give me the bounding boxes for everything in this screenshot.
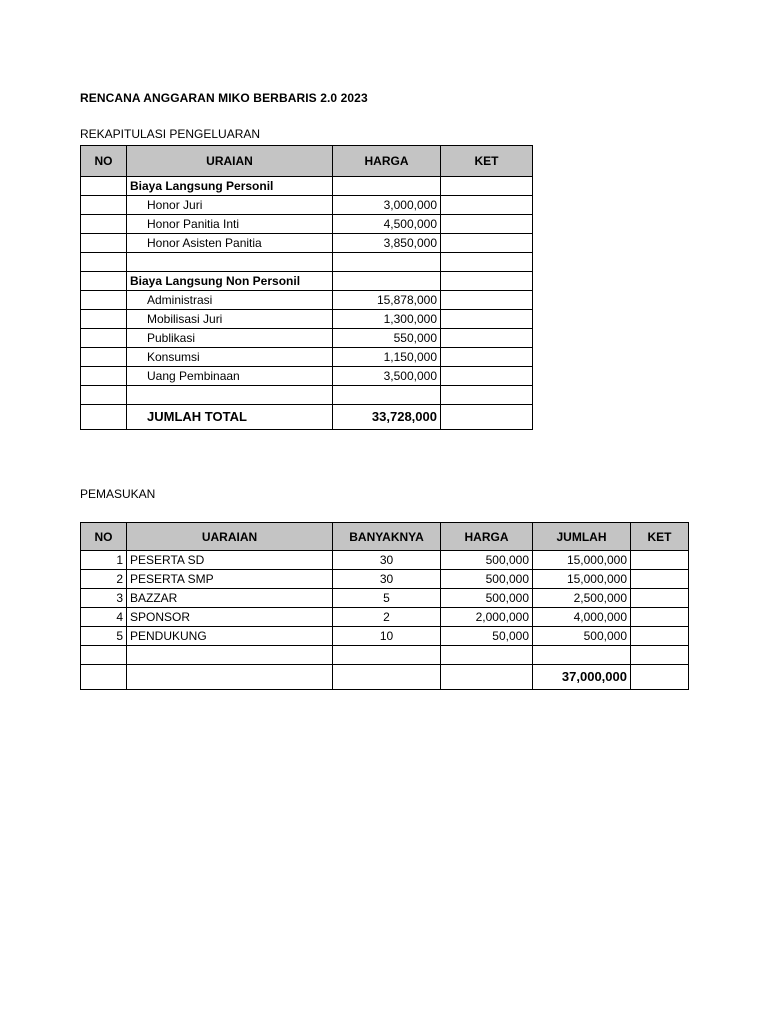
header-ket: KET [631, 523, 689, 551]
expense-item-label: Honor Juri [127, 196, 333, 215]
header-no: NO [81, 146, 127, 177]
expense-group-row [81, 272, 533, 291]
header-jumlah: JUMLAH [533, 523, 631, 551]
income-banyaknya: 30 [333, 570, 441, 589]
table-row [81, 310, 533, 329]
expense-total-label: JUMLAH TOTAL [127, 405, 333, 430]
expense-item-harga: 4,500,000 [333, 215, 441, 234]
table-row [81, 234, 533, 253]
table-row [81, 367, 533, 386]
expense-table [80, 145, 533, 430]
income-banyaknya: 5 [333, 589, 441, 608]
empty-row [81, 386, 533, 405]
income-uraian: PENDUKUNG [127, 627, 333, 646]
expense-item-label: Uang Pembinaan [127, 367, 333, 386]
income-harga: 50,000 [441, 627, 533, 646]
table-row [81, 589, 689, 608]
income-no: 5 [81, 627, 127, 646]
expense-header-row [81, 146, 533, 177]
expense-item-harga: 3,000,000 [333, 196, 441, 215]
header-harga: HARGA [333, 146, 441, 177]
table-row [81, 215, 533, 234]
expense-item-label: Honor Asisten Panitia [127, 234, 333, 253]
income-uraian: BAZZAR [127, 589, 333, 608]
expense-item-label: Konsumsi [127, 348, 333, 367]
table-row [81, 329, 533, 348]
expense-item-harga: 550,000 [333, 329, 441, 348]
income-banyaknya: 30 [333, 551, 441, 570]
document-title: RENCANA ANGGARAN MIKO BERBARIS 2.0 2023 [80, 91, 368, 105]
income-jumlah: 2,500,000 [533, 589, 631, 608]
table-row [81, 196, 533, 215]
income-section-label: PEMASUKAN [80, 487, 156, 501]
table-row [81, 627, 689, 646]
expense-item-label: Mobilisasi Juri [127, 310, 333, 329]
table-row [81, 291, 533, 310]
expense-item-harga: 3,500,000 [333, 367, 441, 386]
expense-item-harga: 1,150,000 [333, 348, 441, 367]
income-jumlah: 500,000 [533, 627, 631, 646]
expense-total-row [81, 405, 533, 430]
expense-item-harga: 3,850,000 [333, 234, 441, 253]
income-harga: 500,000 [441, 589, 533, 608]
header-uraian: UARAIAN [127, 523, 333, 551]
income-jumlah: 15,000,000 [533, 551, 631, 570]
header-ket: KET [441, 146, 533, 177]
income-total-row [81, 665, 689, 690]
expense-item-label: Publikasi [127, 329, 333, 348]
table-row [81, 348, 533, 367]
expense-item-label: Administrasi [127, 291, 333, 310]
income-harga: 500,000 [441, 551, 533, 570]
income-uraian: SPONSOR [127, 608, 333, 627]
table-row [81, 608, 689, 627]
header-harga: HARGA [441, 523, 533, 551]
expense-group-name: Biaya Langsung Personil [127, 177, 333, 196]
expense-section-label: REKAPITULASI PENGELUARAN [80, 127, 261, 141]
income-banyaknya: 10 [333, 627, 441, 646]
income-no: 4 [81, 608, 127, 627]
income-jumlah: 15,000,000 [533, 570, 631, 589]
income-table [80, 522, 689, 690]
income-header-row [81, 523, 689, 551]
expense-item-harga: 15,878,000 [333, 291, 441, 310]
header-no: NO [81, 523, 127, 551]
income-uraian: PESERTA SMP [127, 570, 333, 589]
income-no: 3 [81, 589, 127, 608]
expense-total-value: 33,728,000 [333, 405, 441, 430]
expense-item-harga: 1,300,000 [333, 310, 441, 329]
header-uraian: URAIAN [127, 146, 333, 177]
expense-group-row [81, 177, 533, 196]
table-row [81, 551, 689, 570]
income-no: 2 [81, 570, 127, 589]
income-jumlah: 4,000,000 [533, 608, 631, 627]
income-harga: 500,000 [441, 570, 533, 589]
income-banyaknya: 2 [333, 608, 441, 627]
income-total-value: 37,000,000 [533, 665, 631, 690]
empty-row [81, 253, 533, 272]
income-harga: 2,000,000 [441, 608, 533, 627]
expense-group-name: Biaya Langsung Non Personil [127, 272, 333, 291]
header-banyaknya: BANYAKNYA [333, 523, 441, 551]
income-no: 1 [81, 551, 127, 570]
expense-item-label: Honor Panitia Inti [127, 215, 333, 234]
income-uraian: PESERTA SD [127, 551, 333, 570]
empty-row [81, 646, 689, 665]
table-row [81, 570, 689, 589]
